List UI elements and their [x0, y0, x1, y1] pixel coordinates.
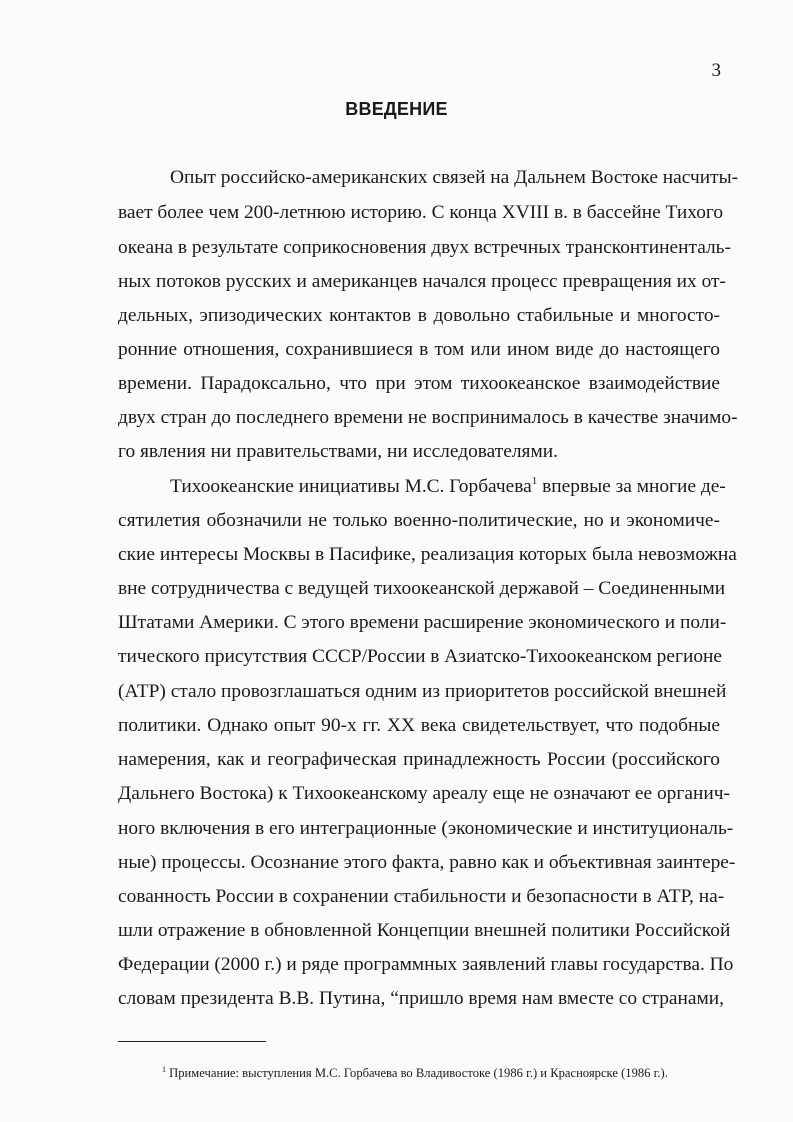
text-line: тического присутствия СССР/России в Азиатско-Тихоокеанском регионе [118, 646, 722, 667]
text-line: вает более чем 200-летнюю историю. С конца XVIII в. в бассейне Тихого [118, 202, 724, 223]
text-line: Дальнего Востока) к Тихоокеанскому ареалу еще не означают ее органич- [118, 783, 730, 804]
text-line: (АТР) стало провозглашаться одним из приоритетов российской внешней [118, 681, 727, 702]
text-line: словам президента В.В. Путина, “пришло время нам вместе со странами, [118, 988, 724, 1009]
text-line: сованность России в сохранении стабильности и безопасности в АТР, на- [118, 886, 725, 907]
text-line: времени. Парадоксально, что при этом тихоокеанское взаимодействие [118, 373, 720, 394]
text-line: вне сотрудничества с ведущей тихоокеанской державой – Соединенными [118, 578, 726, 599]
footnote-text: Примечание: выступления М.С. Горбачева во Владивостоке (1986 г.) и Красноярске (1986 г.). [166, 1066, 668, 1080]
text-line: го явления ни правительствами, ни исследователями. [118, 441, 558, 462]
text-line: ных потоков русских и американцев начался процесс превращения их от- [118, 271, 726, 292]
text-segment: Тихоокеанские инициативы М.С. Горбачева [170, 476, 532, 497]
footnote [162, 1066, 668, 1081]
text-line: двух стран до последнего времени не воспринималось в качестве значимо- [118, 407, 738, 428]
section-title: ВВЕДЕНИЕ [345, 99, 448, 119]
text-line: ские интересы Москвы в Пасифике, реализация которых была невозможна [118, 544, 737, 565]
text-line: ронние отношения, сохранившиеся в том или ином виде до настоящего [118, 339, 720, 360]
text-line: ного включения в его интеграционные (экономические и институциональ- [118, 818, 734, 839]
footnote-marker: 1 [162, 1065, 166, 1074]
footnote-separator [118, 1041, 266, 1042]
text-line: океана в результате соприкосновения двух встречных трансконтиненталь- [118, 237, 731, 258]
text-line: Штатами Америки. С этого времени расширение экономического и поли- [118, 612, 727, 633]
text-line: Федерации (2000 г.) и ряде программных заявлений главы государства. По [118, 954, 734, 975]
footnote-reference: 1 [531, 475, 538, 487]
text-line: сятилетия обозначили не только военно-политические, но и экономиче- [118, 510, 720, 531]
page-number: 3 [711, 60, 721, 81]
text-line: шли отражение в обновленной Концепции внешней политики Российской [118, 920, 731, 941]
text-line: намерения, как и географическая принадлежность России (российского [118, 749, 720, 770]
text-line: дельных, эпизодических контактов в довольно стабильные и многосто- [118, 305, 720, 326]
text-line: ные) процессы. Осознание этого факта, равно как и объективная заинтере- [118, 852, 736, 873]
text-line: политики. Однако опыт 90-х гг. XX века свидетельствует, что подобные [118, 715, 720, 736]
text-segment: впервые за многие де- [537, 476, 726, 497]
text-line [170, 475, 726, 499]
text-line: Опыт российско-американских связей на Дальнем Востоке насчиты- [170, 167, 739, 188]
